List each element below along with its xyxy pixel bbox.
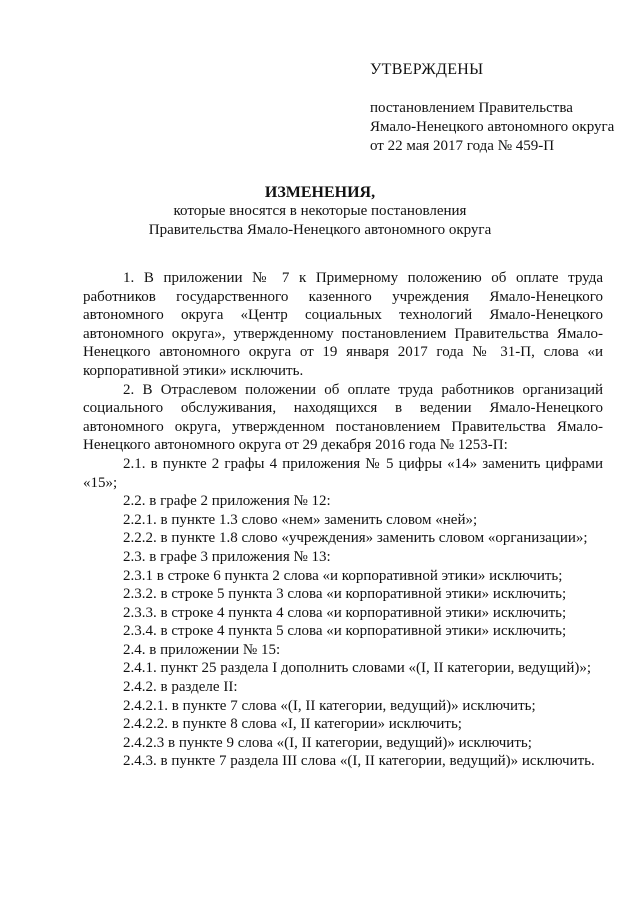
item-2-4-2: 2.4.2. в разделе II: (123, 679, 238, 696)
approval-line-3: от 22 мая 2017 года № 459-П (370, 138, 555, 154)
item-2-4-2-2: 2.4.2.2. в пункте 8 слова «I, II категории» исключить; (123, 716, 462, 733)
item-2-3-2: 2.3.2. в строке 5 пункта 3 слова «и корпоративной этики» исключить; (123, 586, 567, 603)
item-2-2-2: 2.2.2. в пункте 1.8 слово «учреждения» заменить словом «организации»; (123, 530, 588, 547)
item-2-4-2-1: 2.4.2.1. в пункте 7 слова «(I, II категории, ведущий)» исключить; (123, 697, 536, 714)
approval-heading: УТВЕРЖДЕНЫ (370, 61, 484, 78)
item-2-2-1: 2.2.1. в пункте 1.3 слово «нем» заменить словом «ней»; (123, 511, 478, 528)
item-2-4-1: 2.4.1. пункт 25 раздела I дополнить словами «(I, II категории, ведущий)»; (123, 660, 592, 677)
item-2-3: 2.3. в графе 3 приложения № 13: (123, 548, 331, 565)
item-2-1: 2.1. в пункте 2 графы 4 приложения № 5 цифры «14» заменить цифрами «15»; (83, 455, 603, 491)
document-subtitle-2: Правительства Ямало-Ненецкого автономного округа (148, 222, 492, 238)
item-2-4-3: 2.4.3. в пункте 7 раздела III слова «(I, II категории, ведущий)» исключить. (123, 753, 595, 770)
item-2-4-2-3: 2.4.2.3 в пункте 9 слова «(I, II категории, ведущий)» исключить; (123, 734, 532, 751)
document-subtitle-1: которые вносятся в некоторые постановления (173, 203, 467, 219)
item-2-3-4: 2.3.4. в строке 4 пункта 5 слова «и корпоративной этики» исключить; (123, 623, 567, 640)
paragraph-2: 2. В Отраслевом положении об оплате труда работников организаций социального обслуживания, находящихся в ведении Ямало-Ненецкого автономного округа, утвержденном постановлением Правительства Ямало-Ненецкого автономного округа от 29 декабря 2016 года № 1253-П: (83, 381, 603, 454)
approval-block (370, 60, 630, 156)
item-2-4: 2.4. в приложении № 15: (123, 641, 281, 658)
approval-line-1: постановлением Правительства (370, 100, 573, 116)
item-2-2: 2.2. в графе 2 приложения № 12: (123, 493, 331, 510)
document-title-block (0, 183, 640, 240)
item-2-3-3: 2.3.3. в строке 4 пункта 4 слова «и корпоративной этики» исключить; (123, 604, 567, 621)
approval-line-2: Ямало-Ненецкого автономного округа (370, 119, 615, 135)
paragraph-1: 1. В приложении № 7 к Примерному положению об оплате труда работников государственного казенного учреждения Ямало-Ненецкого автономного округа «Центр социальных технологий Ямало-Ненецкого автономного округа», утвержденному постановлением Правительства Ямало-Ненецкого автономного округа от 19 января 2017 года № 31-П, слова «и корпоративной этики» исключить. (83, 270, 603, 379)
document-title: ИЗМЕНЕНИЯ, (264, 184, 376, 201)
item-2-3-1: 2.3.1 в строке 6 пункта 2 слова «и корпоративной этики» исключить; (123, 567, 563, 584)
document-body (83, 269, 603, 771)
